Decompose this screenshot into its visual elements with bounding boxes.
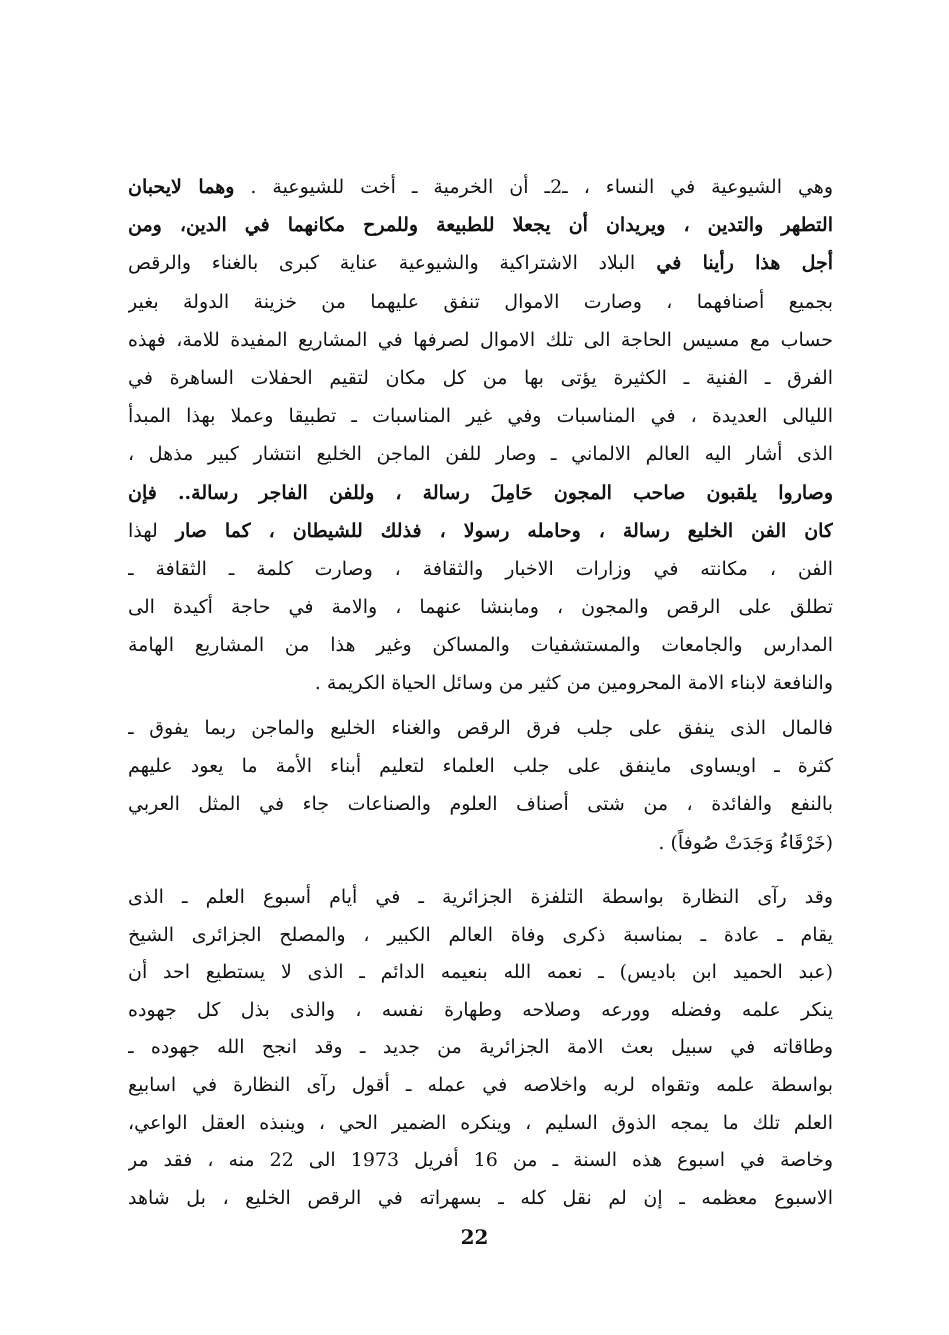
text-run: وطاقاته في سبيل بعث الامة الجزائرية من جديد ـ وقد انجح الله جهوده ـ: [128, 1036, 833, 1059]
text-line: [128, 917, 833, 955]
text-run: يقام ـ عادة ـ بمناسبة ذكرى وفاة العالم الكبير ، والمصلح الجزائرى الشيخ: [128, 923, 833, 946]
text-run: (عبد الحميد ابن باديس) ـ نعمه الله بنعيمه الدائم ـ الذى لا يستطيع احد أن: [128, 961, 833, 984]
text-run-bold: وهما لايحبان: [128, 176, 235, 198]
text-run: كثرة ـ اويساوى ماينفق على جلب العلماء لتعليم أبناء الأمة ما يعود عليهم: [128, 755, 833, 778]
text-line: [128, 550, 833, 588]
text-line: [128, 785, 833, 823]
text-run: بالنفع والفائدة ، من شتى أصناف العلوم والصناعات جاء في المثل العربي: [128, 793, 833, 816]
text-line: [128, 1067, 833, 1105]
text-run: لهذا: [128, 519, 158, 542]
text-run: المدارس والجامعات والمستشفيات والمساكن وغير هذا من المشاريع الهامة: [128, 634, 833, 657]
text-run-bold: وصاروا يلقبون صاحب المجون حَامِلَ رسالة ، وللفن الفاجر رسالة.. فإن: [128, 481, 833, 504]
text-run: وخاصة في اسبوع هذه السنة ـ من 16 أفريل 1973 الى 22 منه ، فقد مر: [128, 1149, 833, 1172]
text-run: البلاد الاشتراكية والشيوعية عناية كبرى بالغناء والرقص: [128, 252, 636, 275]
text-line: [128, 709, 833, 747]
text-line: [128, 992, 833, 1030]
text-run: فالمال الذى ينفق على جلب فرق الرقص والغناء الخليع والماجن ربما يفوق ـ: [128, 717, 833, 739]
page-number: 22: [460, 1225, 489, 1249]
text-run: والنافعة لابناء الامة المحرومين من كثير من وسائل الحياة الكريمة .: [314, 672, 833, 695]
text-run: الذى أشار اليه العالم الالماني ـ وصار للفن الماجن الخليع انتشار كبير مذهل ،: [128, 443, 833, 466]
text-line: [128, 474, 833, 512]
text-run: (خَرْقَاءُ وَجَدَتْ صُوفاً) .: [658, 831, 833, 854]
text-line: [128, 283, 833, 321]
paragraph-2: [128, 709, 833, 862]
text-run-bold: كان الفن الخليع رسالة ، وحامله رسولا ، فذلك للشيطان ، كما صار: [157, 519, 833, 542]
text-run: الفرق ـ الفنية ـ الكثيرة يؤتى بها من كل مكان لتقيم الحفلات الساهرة في: [128, 366, 833, 389]
text-line: [128, 1029, 833, 1067]
text-line: [128, 1105, 833, 1143]
paragraph-1: [128, 168, 833, 703]
text-line: [128, 206, 833, 244]
text-line: [128, 664, 833, 702]
text-line: [128, 359, 833, 397]
text-run: حساب مع مسيس الحاجة الى تلك الاموال لصرفها في المشاريع المفيدة للامة، فهذه: [128, 328, 833, 351]
text-run: ينكر علمه وفضله وورعه وصلاحه وطهارة نفسه ، والذى بذل كل جهوده: [128, 998, 833, 1021]
text-line: [128, 879, 833, 917]
text-run: وقد رآى النظارة بواسطة التلفزة الجزائرية ـ في أيام أسبوع العلم ـ الذى: [128, 886, 833, 908]
text-line: [128, 747, 833, 785]
text-line: [128, 168, 833, 206]
text-run: العلم تلك ما يمجه الذوق السليم ، وينكره الضمير الحي ، وينبذه العقل الواعي،: [128, 1111, 833, 1134]
text-line: [128, 626, 833, 664]
text-run: الفن ، مكانته في وزارات الاخبار والثقافة ، وصارت كلمة ـ الثقافة ـ: [128, 557, 833, 580]
text-run-bold: أجل هذا رأينا في: [635, 252, 833, 275]
text-line: [128, 435, 833, 473]
text-line: [128, 1180, 833, 1218]
text-line: [128, 512, 833, 550]
text-run: بجميع أصنافهما ، وصارت الاموال تنفق عليهما من خزينة الدولة بغير: [128, 290, 833, 313]
text-line: [128, 244, 833, 282]
text-run: الاسبوع معظمه ـ إن لم نقل كله ـ بسهراته في الرقص الخليع ، بل شاهد: [128, 1186, 833, 1209]
text-line: [128, 321, 833, 359]
text-run: تطلق على الرقص والمجون ، ومابنشا عنهما ، والامة في حاجة أكيدة الى: [128, 596, 833, 619]
text-line: [128, 1142, 833, 1180]
text-run: بواسطة علمه وتقواه لربه واخلاصه في عمله ـ أقول رآى النظارة في اسابيع: [128, 1073, 833, 1096]
text-run: الليالى العديدة ، في المناسبات وفي غير المناسبات ـ تطبيقا وعملا بهذا المبدأ: [128, 405, 833, 428]
paragraph-3: [128, 879, 833, 1217]
text-line: [128, 824, 833, 862]
text-line: [128, 397, 833, 435]
text-run-bold: التطهر والتدين ، ويريدان أن يجعلا للطبيعة وللمرح مكانهما في الدين، ومن: [128, 214, 833, 237]
text-run: وهي الشيوعية في النساء ، ـ2ـ أن الخرمية ـ أخت للشيوعية .: [234, 176, 833, 198]
text-line: [128, 954, 833, 992]
text-line: [128, 588, 833, 626]
